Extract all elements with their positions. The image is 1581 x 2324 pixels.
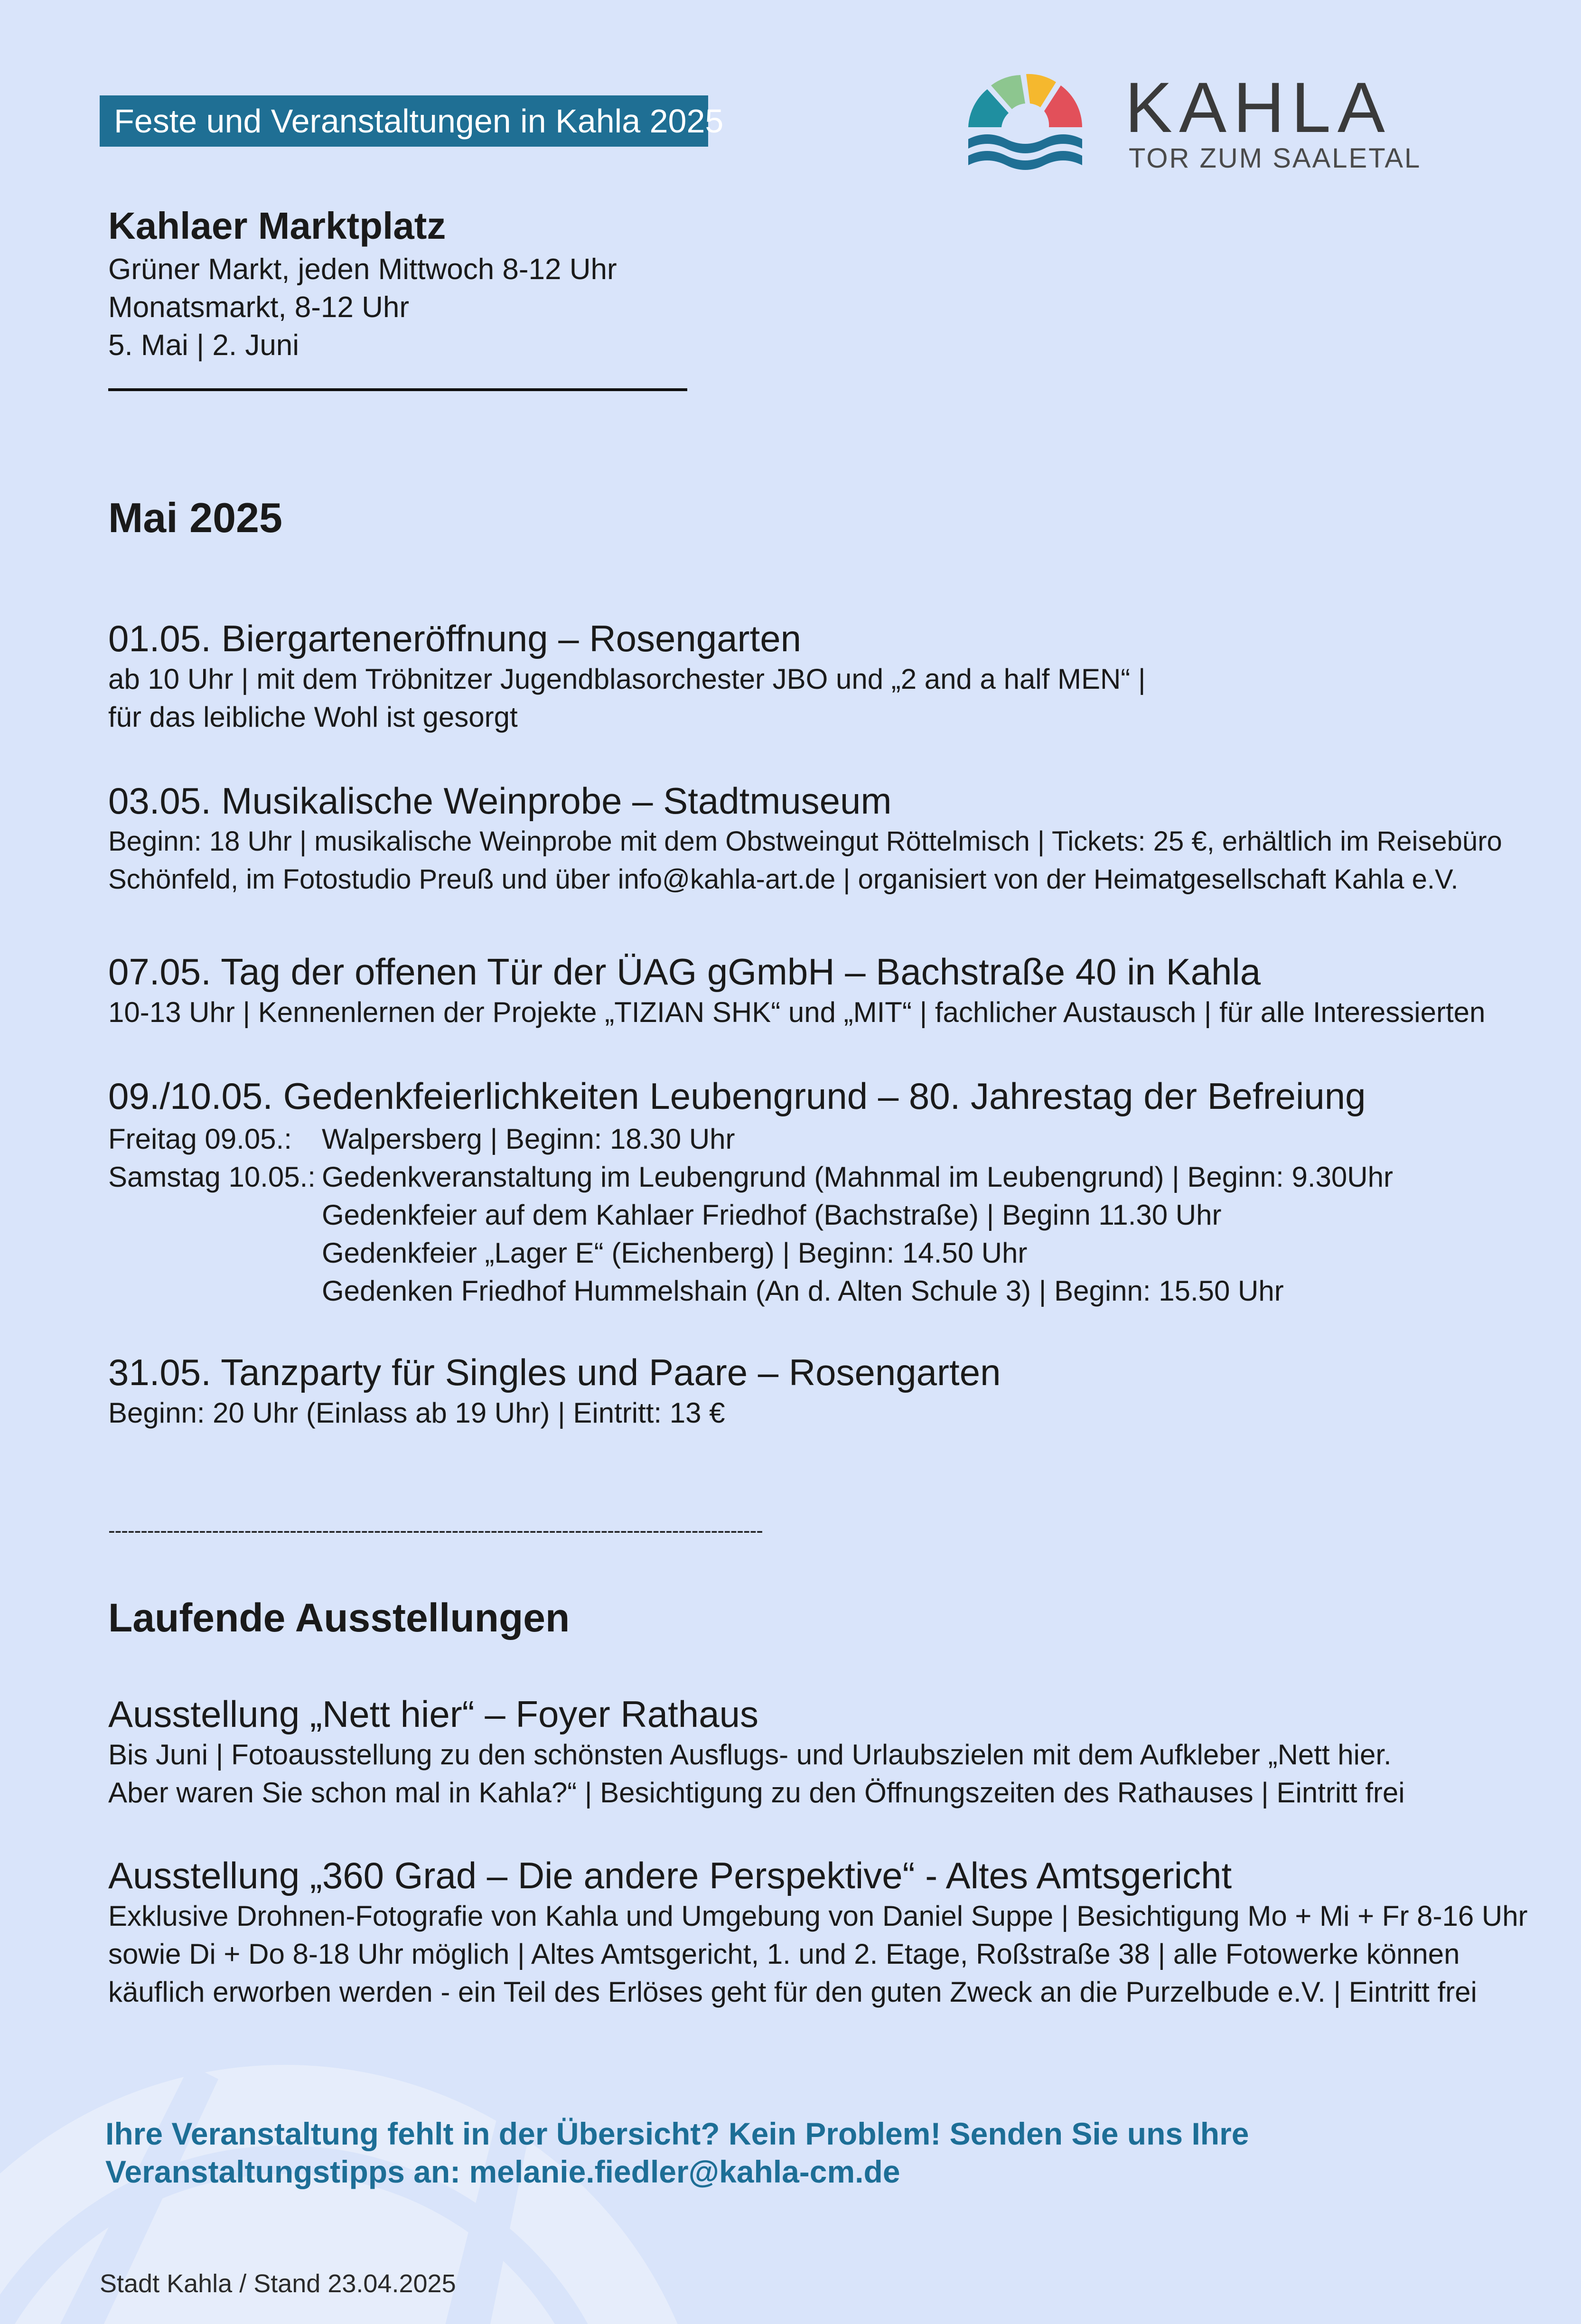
schedule-row — [108, 1158, 1485, 1196]
event-schedule — [108, 1120, 1485, 1310]
logo-tagline: TOR ZUM SAALETAL — [1129, 143, 1422, 174]
event-title: 01.05. Biergarteneröffnung – Rosengarten — [108, 618, 801, 659]
schedule-day: Samstag 10.05.: — [108, 1161, 316, 1193]
event-line: Schönfeld, im Fotostudio Preuß und über info@kahla-art.de | organisiert von der Heimatgesellschaft Kahla e.V. — [108, 864, 1459, 895]
exhibition-line: sowie Di + Do 8-18 Uhr möglich | Altes Amtsgericht, 1. und 2. Etage, Roßstraße 38 | alle Fotowerke können — [108, 1938, 1460, 1970]
callout-line: Veranstaltungstipps an: melanie.fiedler@kahla-cm.de — [105, 2154, 900, 2189]
schedule-row — [108, 1196, 1485, 1234]
logo-wordmark: KAHLA — [1125, 67, 1392, 147]
event-item — [108, 617, 1146, 736]
exhibition-line: Aber waren Sie schon mal in Kahla?“ | Besichtigung zu den Öffnungszeiten des Rathauses | Eintritt frei — [108, 1777, 1405, 1809]
market-line: Grüner Markt, jeden Mittwoch 8-12 Uhr — [108, 253, 617, 286]
schedule-day: Freitag 09.05.: — [108, 1123, 292, 1155]
event-title: 09./10.05. Gedenkfeierlichkeiten Leubengrund – 80. Jahrestag der Befreiung — [108, 1075, 1366, 1117]
event-item — [108, 1351, 1001, 1432]
schedule-text: Gedenkfeier „Lager E“ (Eichenberg) | Beginn: 14.50 Uhr — [322, 1237, 1028, 1269]
exhibition-item — [108, 1693, 1405, 1812]
event-line: Beginn: 18 Uhr | musikalische Weinprobe mit dem Obstweingut Röttelmisch | Tickets: 25 €, erhältlich im Reisebüro — [108, 826, 1502, 857]
exhibition-item — [108, 1854, 1528, 2011]
exhibition-title: Ausstellung „Nett hier“ – Foyer Rathaus — [108, 1693, 758, 1735]
page-banner: Feste und Veranstaltungen in Kahla 2025 — [100, 95, 708, 147]
footer-stand: Stadt Kahla / Stand 23.04.2025 — [100, 2269, 456, 2298]
callout-line: Ihre Veranstaltung fehlt in der Übersicht? Kein Problem! Senden Sie uns Ihre — [105, 2116, 1249, 2151]
event-line: Beginn: 20 Uhr (Einlass ab 19 Uhr) | Eintritt: 13 € — [108, 1397, 725, 1429]
event-line: ab 10 Uhr | mit dem Tröbnitzer Jugendblasorchester JBO und „2 and a half MEN“ | — [108, 663, 1146, 695]
schedule-text: Gedenken Friedhof Hummelshain (An d. Alten Schule 3) | Beginn: 15.50 Uhr — [322, 1275, 1284, 1307]
schedule-text: Gedenkfeier auf dem Kahlaer Friedhof (Bachstraße) | Beginn 11.30 Uhr — [322, 1199, 1222, 1231]
schedule-row — [108, 1234, 1485, 1272]
event-item — [108, 950, 1485, 1031]
market-heading: Kahlaer Marktplatz — [108, 205, 446, 247]
event-item — [108, 779, 1502, 899]
schedule-text: Gedenkveranstaltung im Leubengrund (Mahnmal im Leubengrund) | Beginn: 9.30Uhr — [322, 1161, 1393, 1193]
event-title: 07.05. Tag der offenen Tür der ÜAG gGmbH – Bachstraße 40 in Kahla — [108, 951, 1261, 993]
market-details — [108, 251, 617, 365]
dashed-separator: ----------------------------------------------------------------------------------------------------- — [108, 1519, 763, 1542]
market-line: 5. Mai | 2. Juni — [108, 329, 299, 362]
month-heading: Mai 2025 — [108, 494, 282, 541]
schedule-row — [108, 1120, 1485, 1158]
schedule-row — [108, 1272, 1485, 1310]
schedule-text: Walpersberg | Beginn: 18.30 Uhr — [322, 1123, 735, 1155]
event-line: 10-13 Uhr | Kennenlernen der Projekte „TIZIAN SHK“ und „MIT“ | fachlicher Austausch | für alle Interessierten — [108, 996, 1486, 1028]
exhibition-line: käuflich erworben werden - ein Teil des Erlöses geht für den guten Zweck an die Purzelbude e.V. | Eintritt frei — [108, 1976, 1477, 2008]
event-item — [108, 1075, 1393, 1307]
exhibition-line: Exklusive Drohnen-Fotografie von Kahla und Umgebung von Daniel Suppe | Besichtigung Mo + Mi + Fr 8-16 Uhr — [108, 1900, 1528, 1932]
event-title: 31.05. Tanzparty für Singles und Paare – Rosengarten — [108, 1351, 1001, 1393]
exhibition-line: Bis Juni | Fotoausstellung zu den schönsten Ausflugs- und Urlaubszielen mit dem Aufkleber „Nett hier. — [108, 1739, 1392, 1771]
divider — [108, 388, 687, 391]
contact-callout — [105, 2115, 1249, 2191]
event-line: für das leibliche Wohl ist gesorgt — [108, 701, 518, 733]
exhibition-title: Ausstellung „360 Grad – Die andere Perspektive“ - Altes Amtsgericht — [108, 1855, 1232, 1896]
market-line: Monatsmarkt, 8-12 Uhr — [108, 291, 409, 324]
exhibitions-heading: Laufende Ausstellungen — [108, 1595, 570, 1640]
event-title: 03.05. Musikalische Weinprobe – Stadtmuseum — [108, 780, 892, 822]
